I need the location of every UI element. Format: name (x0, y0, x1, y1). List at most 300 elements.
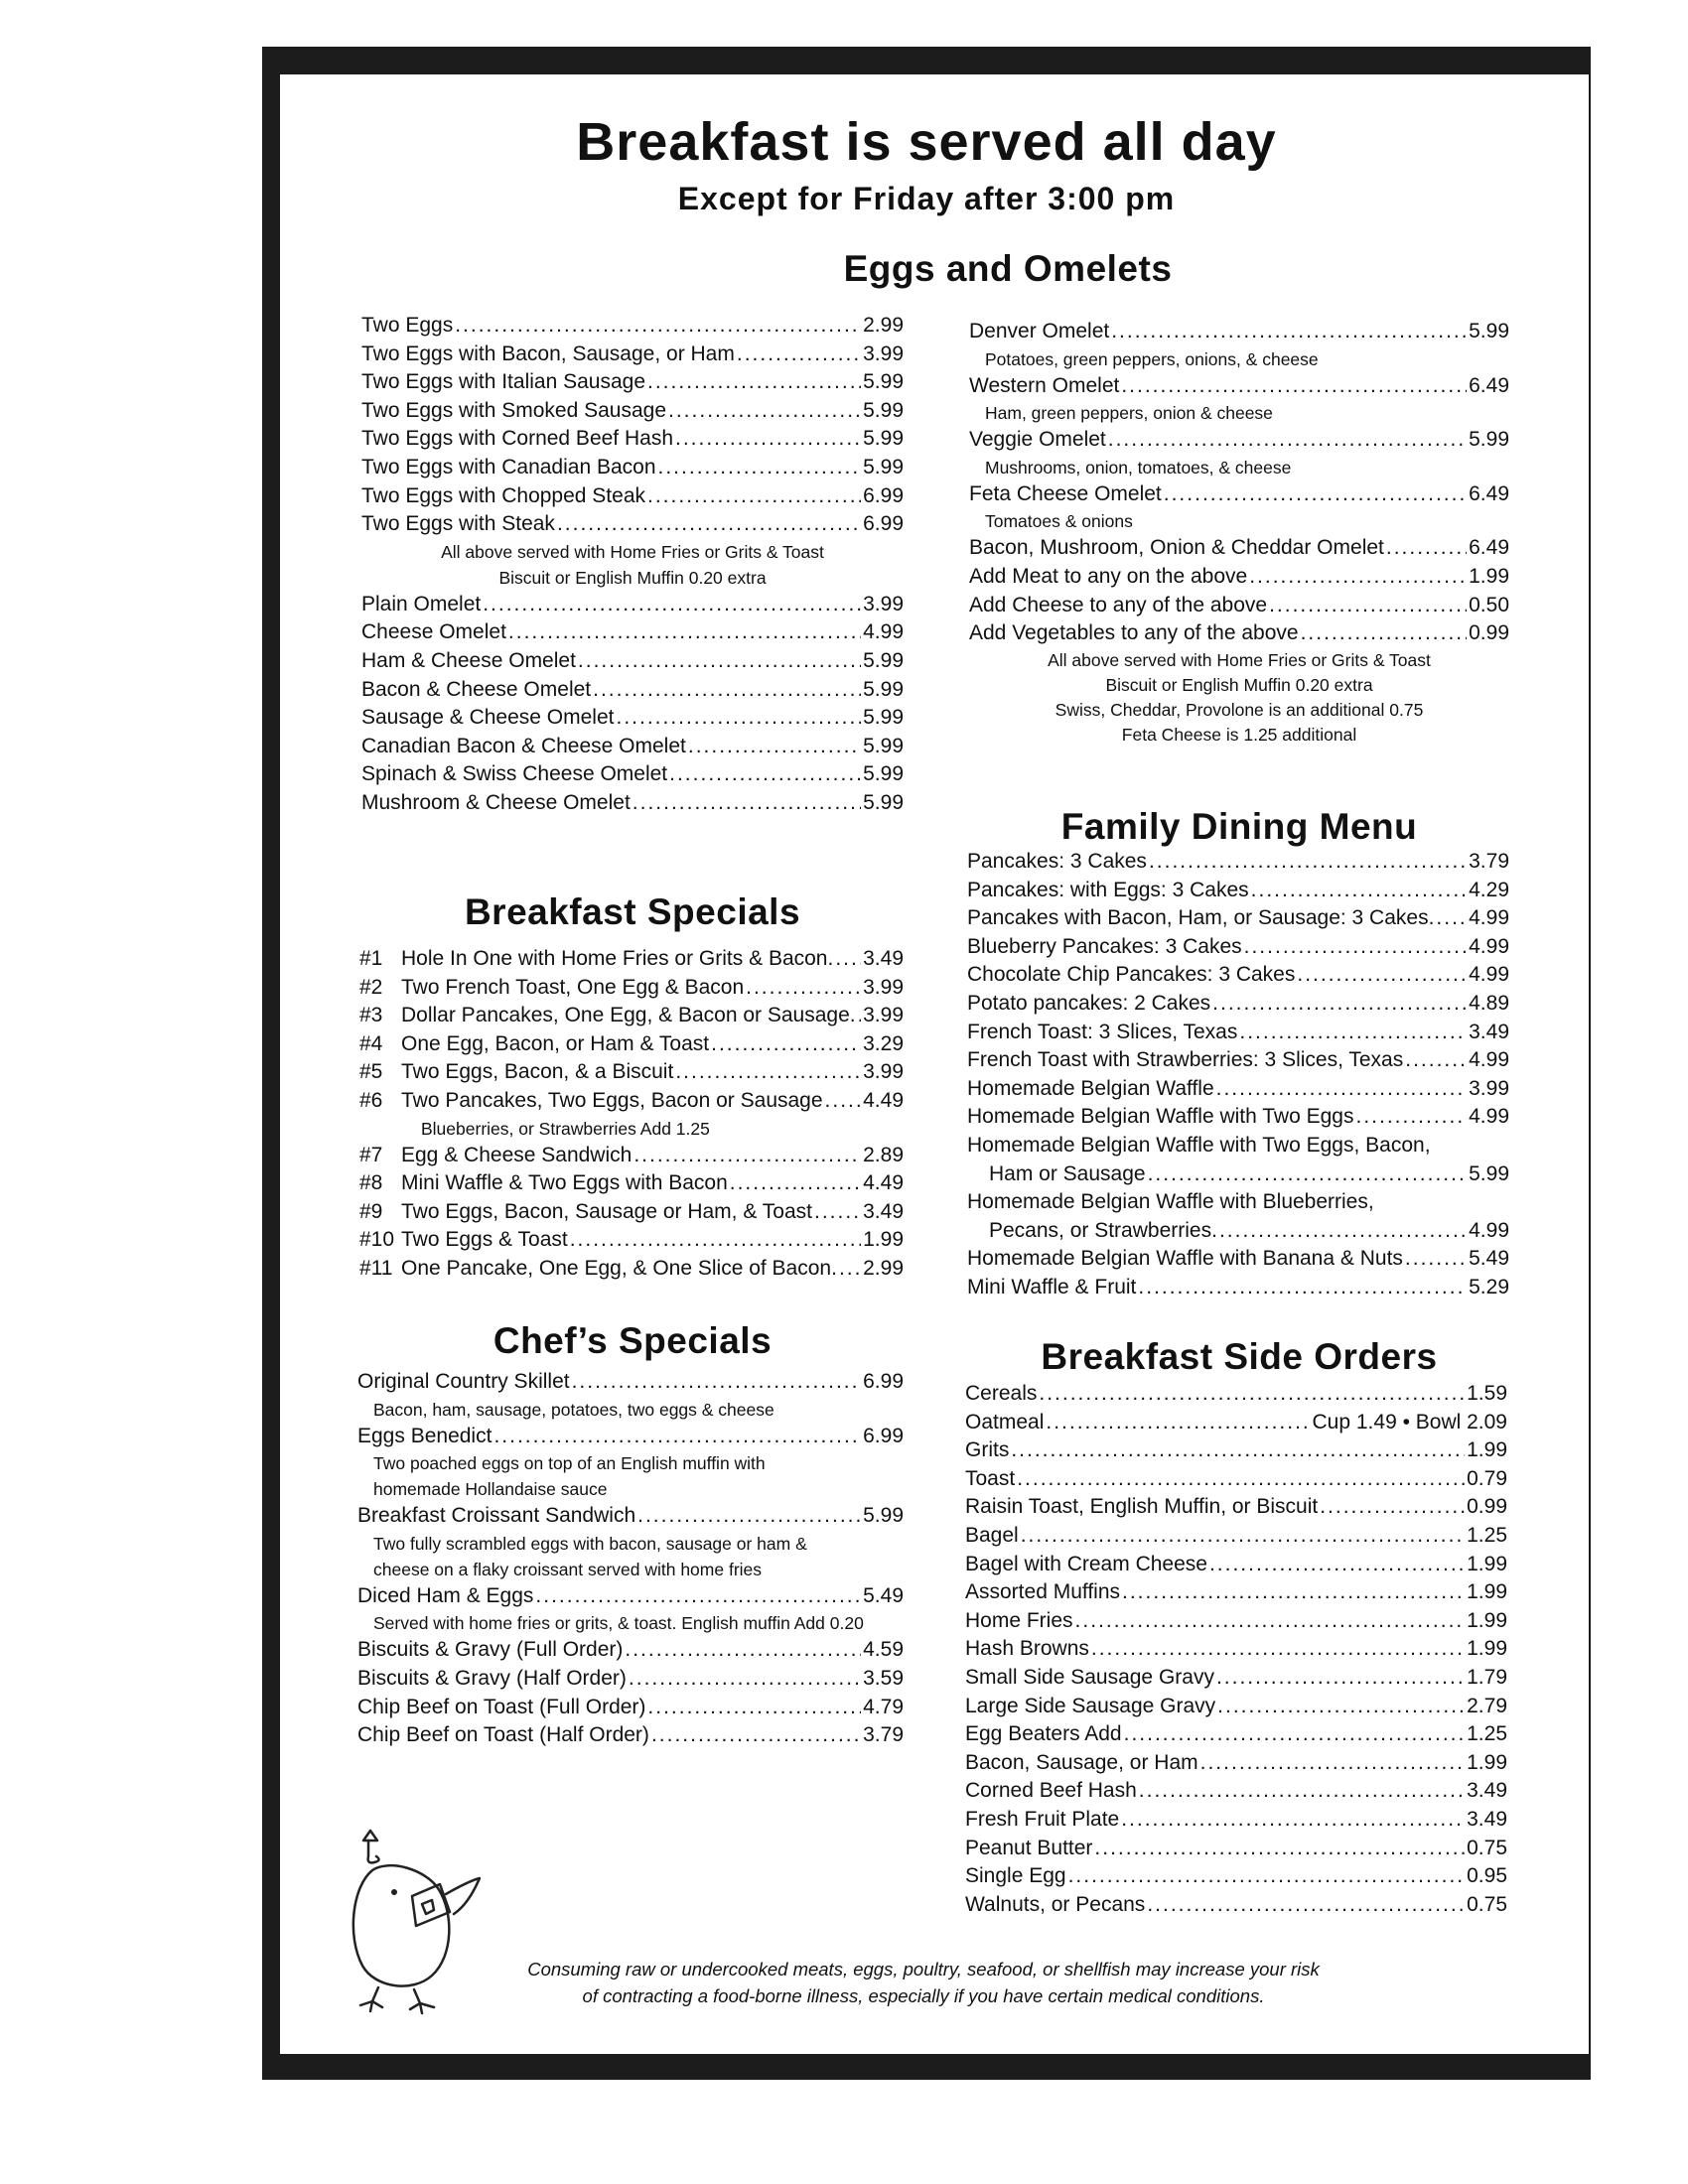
item-name: Potato pancakes: 2 Cakes (967, 991, 1211, 1015)
dot-leader (1251, 877, 1467, 905)
page-title: Breakfast is served all day (576, 112, 1277, 172)
item-name: Corned Beef Hash (965, 1779, 1137, 1803)
menu-item (361, 312, 904, 341)
item-price: 4.99 (1469, 906, 1509, 930)
omelet-note-line: Swiss, Cheddar, Provolone is an additional 0.75 (1055, 699, 1424, 720)
menu-item (967, 1103, 1509, 1132)
dot-leader (455, 312, 861, 341)
item-description: cheese on a flaky croissant served with home fries (373, 1559, 763, 1579)
dot-leader (1149, 848, 1467, 877)
dot-leader (669, 760, 861, 789)
item-price: 3.79 (1469, 850, 1509, 873)
specials-list (359, 945, 904, 1116)
item-price: 4.99 (1469, 934, 1509, 958)
menu-item (965, 1891, 1507, 1920)
item-name: Spinach & Swiss Cheese Omelet (361, 762, 668, 786)
menu-item (965, 1493, 1507, 1522)
omelet-note-line: All above served with Home Fries or Grits & Toast (1048, 649, 1431, 670)
dot-leader (1200, 1749, 1465, 1778)
family-dining-heading: Family Dining Menu (1060, 806, 1418, 847)
menu-item (969, 534, 1509, 563)
item-price: 4.89 (1469, 991, 1509, 1015)
item-name: Feta Cheese Omelet (969, 481, 1162, 505)
item-price: 4.49 (863, 1088, 904, 1112)
item-name: Egg Beaters Add (965, 1722, 1122, 1746)
eggs-right-column (969, 318, 1509, 748)
menu-item (361, 591, 904, 619)
item-name: Bacon, Sausage, or Ham (965, 1750, 1198, 1774)
item-price: 3.99 (863, 1004, 904, 1027)
item-name: Veggie Omelet (969, 428, 1106, 452)
item-name: Two Eggs, Bacon, & a Biscuit (401, 1060, 674, 1084)
chef-items-list (357, 1636, 904, 1749)
item-name: Hole In One with Home Fries or Grits & Bacon. (401, 947, 834, 970)
item-price: 5.99 (863, 648, 904, 672)
chick-mascot-icon (343, 1817, 492, 2015)
food-safety-disclaimer (477, 1956, 1370, 2009)
menu-item (359, 1058, 904, 1087)
dot-leader (483, 591, 861, 619)
item-number: #1 (359, 947, 383, 970)
item-description: Tomatoes & onions (985, 511, 1133, 532)
menu-item-line: Homemade Belgian Waffle with Two Eggs, Bacon, (967, 1133, 1431, 1157)
dot-leader (814, 1198, 861, 1227)
menu-item (361, 760, 904, 789)
item-price: 1.99 (1467, 1608, 1507, 1632)
dot-leader (1244, 933, 1467, 962)
menu-item (965, 1835, 1507, 1863)
item-name: Add Vegetables to any of the above (969, 621, 1299, 645)
menu-item (357, 1636, 904, 1665)
menu-item (967, 848, 1509, 877)
dot-leader (668, 397, 861, 426)
item-name: Home Fries (965, 1608, 1073, 1632)
item-price: 5.99 (863, 734, 904, 757)
item-price: 3.49 (863, 1199, 904, 1223)
menu-item (965, 1522, 1507, 1551)
item-name: Western Omelet (969, 373, 1120, 397)
menu-item (359, 1198, 904, 1227)
dot-leader (616, 704, 861, 733)
menu-item (969, 563, 1509, 592)
menu-item (965, 1551, 1507, 1579)
menu-item (965, 1777, 1507, 1806)
item-name: One Pancake, One Egg, & One Slice of Bacon. (401, 1256, 837, 1280)
menu-item (969, 372, 1509, 401)
menu-item (965, 1862, 1507, 1891)
item-price: 1.25 (1467, 1722, 1507, 1746)
item-name: Canadian Bacon & Cheese Omelet (361, 734, 686, 757)
item-price: 5.99 (863, 370, 904, 394)
menu-item (965, 1578, 1507, 1607)
item-price: 4.99 (863, 620, 904, 644)
item-price: 0.79 (1467, 1466, 1507, 1490)
dot-leader (1021, 1522, 1465, 1551)
dot-leader (730, 1169, 861, 1198)
chefs-specials-column (357, 1368, 904, 1750)
item-name: Homemade Belgian Waffle with Two Eggs (967, 1105, 1354, 1129)
dot-leader (1212, 990, 1467, 1019)
menu-item (361, 647, 904, 676)
item-price: 3.79 (863, 1723, 904, 1747)
dot-leader (1320, 1493, 1465, 1522)
menu-item: Oatmeal ..... Cup 1.49 • Bowl 2.09 (965, 1409, 1507, 1437)
item-price: 1.99 (1467, 1552, 1507, 1575)
menu-item (359, 1030, 904, 1059)
item-price: 1.99 (863, 1228, 904, 1252)
item-description: Mushrooms, onion, tomatoes, & cheese (985, 457, 1292, 478)
menu-item (965, 1635, 1507, 1664)
item-name: Toast (965, 1466, 1016, 1490)
item-name: Denver Omelet (969, 320, 1110, 342)
menu-item (969, 426, 1509, 455)
menu-item: Breakfast Croissant Sandwich ..... 5.99 (357, 1502, 904, 1531)
item-name: Small Side Sausage Gravy (965, 1665, 1214, 1689)
item-number: #7 (359, 1143, 383, 1166)
item-name: Single Egg (965, 1864, 1066, 1888)
item-price: 4.49 (863, 1171, 904, 1195)
dot-leader (593, 676, 861, 705)
dot-leader (1121, 1806, 1465, 1835)
item-price: 5.49 (1469, 1247, 1509, 1271)
omelet-note-line: Biscuit or English Muffin 0.20 extra (1105, 674, 1373, 695)
menu-item (969, 592, 1509, 620)
item-price: 5.99 (863, 398, 904, 422)
eggs-left-column (361, 312, 904, 818)
dot-leader (629, 1665, 861, 1694)
item-price: 4.59 (863, 1638, 904, 1662)
menu-item (357, 1694, 904, 1722)
menu-item (361, 341, 904, 369)
dot-leader (1147, 1891, 1465, 1920)
item-price: 3.49 (863, 947, 904, 970)
item-price: 4.99 (1469, 1048, 1509, 1072)
item-name: Two Eggs with Chopped Steak (361, 483, 646, 507)
dot-leader (1139, 1777, 1465, 1806)
dot-leader (675, 425, 861, 454)
item-price: 3.59 (863, 1666, 904, 1690)
item-price: 1.99 (1467, 1750, 1507, 1774)
dot-leader (1121, 372, 1467, 401)
dot-leader (1111, 318, 1467, 346)
item-name: Biscuits & Gravy (357, 1638, 511, 1662)
dot-leader (1216, 1664, 1465, 1693)
item-price: 5.99 (863, 427, 904, 451)
item-price: 1.99 (1467, 1580, 1507, 1604)
menu-item (967, 1019, 1509, 1047)
item-price: 5.99 (863, 790, 904, 814)
item-description: Ham, green peppers, onion & cheese (985, 403, 1273, 424)
specials-list-2 (359, 1142, 904, 1284)
menu-item (361, 789, 904, 818)
item-number: #4 (359, 1031, 383, 1055)
eggs-note-sides: All above served with Home Fries or Grits & Toast (441, 541, 824, 562)
item-name: Fresh Fruit Plate (965, 1807, 1120, 1831)
page-subtitle: Except for Friday after 3:00 pm (677, 181, 1176, 216)
item-price: 0.75 (1467, 1892, 1507, 1916)
dot-leader (1249, 563, 1467, 592)
item-name: Two Eggs with Italian Sausage (361, 370, 646, 394)
menu-item (967, 904, 1509, 933)
family-dining-column (967, 848, 1509, 1302)
item-price: 5.99 (863, 455, 904, 478)
dot-leader (1138, 1274, 1467, 1302)
item-price: 3.49 (1469, 1020, 1509, 1043)
menu-item (361, 676, 904, 705)
item-name: Homemade Belgian Waffle (967, 1076, 1214, 1100)
omelets-list (361, 591, 904, 818)
item-price: 6.49 (1469, 373, 1509, 397)
item-name: Two Eggs with Steak (361, 512, 555, 536)
menu-item (359, 1002, 904, 1030)
item-name: Mini Waffle & Fruit (967, 1275, 1137, 1298)
item-name: Homemade Belgian Waffle with Banana & Nuts (967, 1247, 1403, 1271)
item-price: 3.99 (863, 975, 904, 999)
menu-item: Eggs Benedict ..... 6.99 (357, 1423, 904, 1451)
dot-leader (825, 1087, 862, 1116)
specialty-omelets-list (969, 318, 1509, 563)
dot-leader (578, 647, 861, 676)
item-number: #9 (359, 1199, 383, 1223)
item-name: Grits (965, 1438, 1010, 1462)
menu-item (361, 368, 904, 397)
menu-item: Pecans, or Strawberries. ..... 4.99 (967, 1217, 1509, 1246)
dot-leader (1216, 1075, 1467, 1104)
menu-item (359, 1087, 904, 1116)
item-name: Pancakes: with Eggs: 3 Cakes (967, 878, 1249, 901)
eggs-omelets-heading: Eggs and Omelets (843, 248, 1173, 289)
item-name: Chocolate Chip Pancakes: 3 Cakes (967, 963, 1296, 987)
breakfast-specials-column (359, 945, 904, 1284)
item-name: Two Eggs & Toast (401, 1228, 568, 1252)
addons-list (969, 563, 1509, 648)
item-price: 2.89 (863, 1143, 904, 1166)
dot-leader (1209, 1551, 1465, 1579)
item-name: Mushroom & Cheese Omelet (361, 790, 631, 814)
item-name: Two Eggs with Bacon, Sausage, or Ham (361, 341, 735, 365)
dot-leader (1217, 1693, 1465, 1721)
dot-leader (675, 1058, 861, 1087)
dot-leader (1436, 904, 1467, 933)
dot-leader (1124, 1720, 1466, 1749)
item-name: Raisin Toast, English Muffin, or Biscuit (965, 1495, 1319, 1519)
item-name: Chip Beef on Toast (357, 1723, 534, 1747)
side-orders-column (965, 1380, 1507, 1919)
item-description: Two poached eggs on top of an English muffin with (373, 1453, 766, 1474)
item-price: 0.99 (1467, 1495, 1507, 1519)
item-price: 6.99 (863, 512, 904, 536)
item-name: Bagel (965, 1523, 1019, 1547)
menu-item (969, 480, 1509, 509)
menu-item: Cereals ..... 1.59 (965, 1380, 1507, 1409)
dot-leader (835, 945, 861, 974)
item-name: Two Pancakes, Two Eggs, Bacon or Sausage (401, 1088, 823, 1112)
item-price: 0.75 (1467, 1836, 1507, 1859)
item-description: Two fully scrambled eggs with bacon, sausage or ham & (373, 1533, 807, 1554)
dot-leader (633, 1142, 861, 1170)
item-number: #8 (359, 1171, 383, 1195)
menu-item (969, 318, 1509, 346)
item-name: Bagel with Cream Cheese (965, 1552, 1207, 1575)
item-price: 0.95 (1467, 1864, 1507, 1888)
menu-item (969, 619, 1509, 648)
dot-leader (711, 1030, 861, 1059)
menu-item: Original Country Skillet ..... 6.99 (357, 1368, 904, 1397)
item-price: 3.49 (1467, 1807, 1507, 1831)
menu-item (967, 990, 1509, 1019)
item-name: Assorted Muffins (965, 1580, 1121, 1604)
order-size: (Full Order) (516, 1638, 624, 1662)
item-description: homemade Hollandaise sauce (373, 1479, 608, 1500)
dot-leader (1075, 1607, 1466, 1636)
item-price: 1.99 (1467, 1438, 1507, 1462)
item-name: Chip Beef on Toast (357, 1695, 534, 1718)
item-name: Egg & Cheese Sandwich (401, 1143, 633, 1166)
item-price: 3.99 (863, 1060, 904, 1084)
menu-item (965, 1749, 1507, 1778)
item-name: Add Cheese to any of the above (969, 593, 1268, 616)
menu-item (361, 454, 904, 482)
dot-leader (1011, 1436, 1465, 1465)
disclaimer-line-1: Consuming raw or undercooked meats, eggs, poultry, seafood, or shellfish may increase your risk (527, 1959, 1320, 1979)
menu-item (967, 1046, 1509, 1075)
menu-item (361, 704, 904, 733)
chefs-specials-heading: Chef’s Specials (492, 1320, 773, 1361)
dot-leader (1108, 426, 1467, 455)
order-size: (Half Order) (516, 1666, 627, 1690)
menu-item-line: Homemade Belgian Waffle with Blueberries, (967, 1190, 1374, 1214)
item-price: 2.79 (1467, 1694, 1507, 1717)
dot-leader (1164, 480, 1467, 509)
family-list (967, 848, 1509, 1132)
item-price: 4.99 (1469, 1105, 1509, 1129)
item-price: 3.99 (1469, 1076, 1509, 1100)
menu-item (359, 1255, 904, 1284)
item-number: #3 (359, 1004, 383, 1027)
menu-item: Diced Ham & Eggs ..... 5.49 (357, 1582, 904, 1611)
item-number: #6 (359, 1088, 383, 1112)
item-name: Mini Waffle & Two Eggs with Bacon (401, 1171, 728, 1195)
specials-berry-note: Blueberries, or Strawberries Add 1.25 (421, 1118, 710, 1139)
menu-item (967, 961, 1509, 990)
dot-leader (633, 789, 861, 818)
breakfast-specials-heading: Breakfast Specials (464, 891, 801, 932)
item-name: Plain Omelet (361, 592, 482, 615)
item-price: 1.99 (1467, 1637, 1507, 1661)
item-name: One Egg, Bacon, or Ham & Toast (401, 1031, 710, 1055)
dot-leader (858, 1002, 862, 1030)
menu-item (967, 933, 1509, 962)
eggs-note-biscuit: Biscuit or English Muffin 0.20 extra (498, 567, 767, 588)
dot-leader (1239, 1019, 1467, 1047)
dot-leader (1386, 534, 1467, 563)
item-name: Bacon, Mushroom, Onion & Cheddar Omelet (969, 536, 1384, 560)
family-list-2 (967, 1245, 1509, 1301)
item-price: 1.25 (1467, 1523, 1507, 1547)
dot-leader (1297, 961, 1467, 990)
dot-leader (647, 482, 861, 511)
item-name: Dollar Pancakes, One Egg, & Bacon or Sausage. (401, 1004, 856, 1027)
item-price: 6.49 (1469, 536, 1509, 560)
item-price: 1.99 (1469, 564, 1509, 588)
item-name: Sausage & Cheese Omelet (361, 706, 615, 730)
item-name: Hash Browns (965, 1637, 1089, 1661)
item-price: 5.99 (1469, 428, 1509, 452)
item-price: 0.99 (1469, 621, 1509, 645)
item-name: Add Meat to any on the above (969, 564, 1248, 588)
menu-item (359, 1169, 904, 1198)
item-name: Two Eggs, Bacon, Sausage or Ham, & Toast (401, 1199, 813, 1223)
item-price: 5.99 (863, 706, 904, 730)
item-description: Served with home fries or grits, & toast. English muffin Add 0.20 (373, 1613, 864, 1634)
item-number: #11 (359, 1256, 393, 1280)
item-name: Pancakes with Bacon, Ham, or Sausage: 3 Cakes. (967, 906, 1435, 930)
dot-leader (1405, 1046, 1467, 1075)
item-name: Two French Toast, One Egg & Bacon (401, 975, 745, 999)
item-price: 4.29 (1469, 878, 1509, 901)
item-name: Biscuits & Gravy (357, 1666, 511, 1690)
menu-item (359, 945, 904, 974)
side-orders-heading: Breakfast Side Orders (1041, 1336, 1438, 1377)
item-name: French Toast: 3 Slices, Texas (967, 1020, 1238, 1043)
item-price: 3.99 (863, 592, 904, 615)
dot-leader (1017, 1465, 1465, 1494)
dot-leader (737, 341, 861, 369)
menu-item (361, 510, 904, 539)
menu-item (965, 1806, 1507, 1835)
item-price: 5.99 (863, 762, 904, 786)
dot-leader (508, 618, 861, 647)
item-price: 5.99 (863, 677, 904, 701)
sides-list (965, 1436, 1507, 1919)
menu-item (965, 1436, 1507, 1465)
dot-leader (1094, 1835, 1465, 1863)
item-name: Bacon & Cheese Omelet (361, 677, 592, 701)
menu-item (967, 877, 1509, 905)
menu-item (967, 1245, 1509, 1274)
item-price: 2.99 (863, 314, 904, 337)
dot-leader (570, 1226, 861, 1255)
item-name: Large Side Sausage Gravy (965, 1694, 1216, 1717)
menu-item (965, 1664, 1507, 1693)
menu-item (967, 1075, 1509, 1104)
item-name: Ham & Cheese Omelet (361, 648, 576, 672)
item-name: Two Eggs (361, 314, 454, 337)
item-name: Blueberry Pancakes: 3 Cakes (967, 934, 1242, 958)
menu-item: Ham or Sausage ..... 5.99 (967, 1160, 1509, 1189)
order-size: (Half Order) (539, 1723, 649, 1747)
menu-item (965, 1607, 1507, 1636)
omelet-notes (969, 648, 1509, 748)
menu-item (361, 618, 904, 647)
menu-item (359, 1226, 904, 1255)
item-price: 3.49 (1467, 1779, 1507, 1803)
dot-leader (688, 733, 861, 761)
item-price: 2.99 (863, 1256, 904, 1280)
menu-item (967, 1274, 1509, 1302)
item-price: 4.79 (863, 1695, 904, 1718)
item-price: 6.49 (1469, 481, 1509, 505)
dot-leader (647, 1694, 861, 1722)
dot-leader (1091, 1635, 1465, 1664)
item-number: #10 (359, 1228, 395, 1252)
menu-item (361, 425, 904, 454)
menu-item (361, 733, 904, 761)
item-price: 5.99 (1469, 320, 1509, 342)
item-number: #2 (359, 975, 383, 999)
dot-leader (651, 1721, 861, 1750)
item-name: Pancakes: 3 Cakes (967, 850, 1147, 873)
